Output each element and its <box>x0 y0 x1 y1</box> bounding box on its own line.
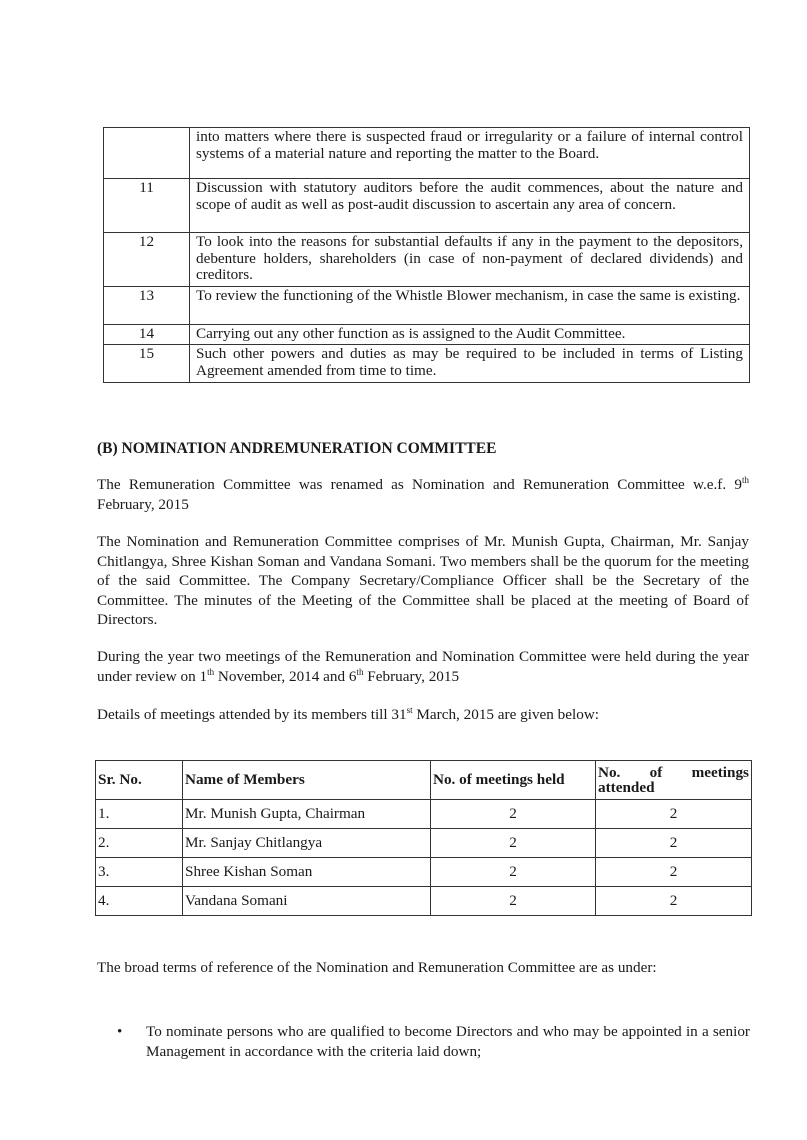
item-text: Such other powers and duties as may be required to be included in terms of Listing Agreement amended from time to time. <box>190 345 750 383</box>
header-sr-no: Sr. No. <box>96 761 183 800</box>
item-text: To review the functioning of the Whistle Blower mechanism, in case the same is existing. <box>190 287 750 325</box>
superscript: th <box>741 474 749 485</box>
list-item <box>117 1022 750 1061</box>
rename-paragraph <box>97 475 749 514</box>
composition-paragraph: The Nomination and Remuneration Committee comprises of Mr. Munish Gupta, Chairman, Mr. Sanjay Chitlangya, Shree Kishan Soman and Vandana Somani. Two members shall be the quorum for the meeting of the said Committee. The Company Secretary/Compliance Officer shall be the Secretary of the Committee. The minutes of the Meeting of the Committee shall be placed at the meeting of Board of Directors. <box>97 533 749 628</box>
table-header-row <box>96 761 752 800</box>
text-span: February, 2015 <box>363 667 460 685</box>
text-span: During the year two meetings of the Remuneration and Nomination Committee were held during the year under review on 1 <box>97 648 749 685</box>
header-attended <box>596 761 752 800</box>
held-cell: 2 <box>431 887 596 916</box>
terms-intro: The broad terms of reference of the Nomination and Remuneration Committee are as under: <box>97 959 657 976</box>
item-number: 11 <box>104 179 190 233</box>
member-name-cell: Mr. Munish Gupta, Chairman <box>183 800 431 829</box>
item-number: 14 <box>104 325 190 345</box>
table-row <box>104 325 750 345</box>
item-number: 15 <box>104 345 190 383</box>
member-name-cell: Shree Kishan Soman <box>183 858 431 887</box>
sr-no-cell: 4. <box>96 887 183 916</box>
text-span: February, 2015 <box>97 495 189 513</box>
attended-cell: 2 <box>596 829 752 858</box>
sr-no-cell: 1. <box>96 800 183 829</box>
text-span: Details of meetings attended by its members till 31 <box>97 706 407 723</box>
text-span: The Remuneration Committee was renamed as Nomination and Remuneration Committee w.e.f. 9 <box>97 476 742 493</box>
held-cell: 2 <box>431 858 596 887</box>
member-name-cell: Vandana Somani <box>183 887 431 916</box>
text-span: November, 2014 and 6 <box>214 667 357 685</box>
meetings-attendance-table <box>95 760 752 916</box>
table-row <box>96 829 752 858</box>
table-row <box>96 800 752 829</box>
table-row <box>104 128 750 179</box>
table-row <box>96 887 752 916</box>
superscript: st <box>406 704 413 715</box>
text-span: meetings <box>691 764 749 781</box>
table-row <box>104 287 750 325</box>
list-item-text: To nominate persons who are qualified to become Directors and who may be appointed in a senior Management in accordance with the criteria laid down; <box>146 1023 750 1060</box>
item-number: 13 <box>104 287 190 325</box>
section-heading: (B) NOMINATION ANDREMUNERATION COMMITTEE <box>97 440 497 457</box>
details-paragraph <box>97 705 749 725</box>
item-text: Carrying out any other function as is assigned to the Audit Committee. <box>190 325 750 345</box>
item-text: into matters where there is suspected fraud or irregularity or a failure of internal control systems of a material nature and reporting the matter to the Board. <box>190 128 750 179</box>
table-row <box>96 858 752 887</box>
superscript: th <box>207 666 215 677</box>
sr-no-cell: 3. <box>96 858 183 887</box>
text-span: No. <box>598 764 621 781</box>
meetings-paragraph <box>97 647 749 686</box>
header-name: Name of Members <box>183 761 431 800</box>
held-cell: 2 <box>431 800 596 829</box>
text-span: attended <box>598 779 655 796</box>
text-span: March, 2015 are given below: <box>412 706 600 723</box>
sr-no-cell: 2. <box>96 829 183 858</box>
table-row <box>104 345 750 383</box>
item-text: Discussion with statutory auditors before the audit commences, about the nature and scope of audit as well as post-audit discussion to ascertain any area of concern. <box>190 179 750 233</box>
bullet-icon: • <box>117 1023 123 1040</box>
table-row <box>104 179 750 233</box>
audit-committee-functions-table <box>103 127 750 383</box>
attended-cell: 2 <box>596 887 752 916</box>
table-row <box>104 233 750 287</box>
held-cell: 2 <box>431 829 596 858</box>
item-text: To look into the reasons for substantial defaults if any in the payment to the depositors, debenture holders, shareholders (in case of non-payment of declared dividends) and creditors. <box>190 233 750 287</box>
text-span: of <box>649 764 663 781</box>
member-name-cell: Mr. Sanjay Chitlangya <box>183 829 431 858</box>
item-number <box>104 128 190 179</box>
superscript: th <box>356 666 364 677</box>
attended-cell: 2 <box>596 858 752 887</box>
item-number: 12 <box>104 233 190 287</box>
attended-cell: 2 <box>596 800 752 829</box>
header-held: No. of meetings held <box>431 761 596 800</box>
